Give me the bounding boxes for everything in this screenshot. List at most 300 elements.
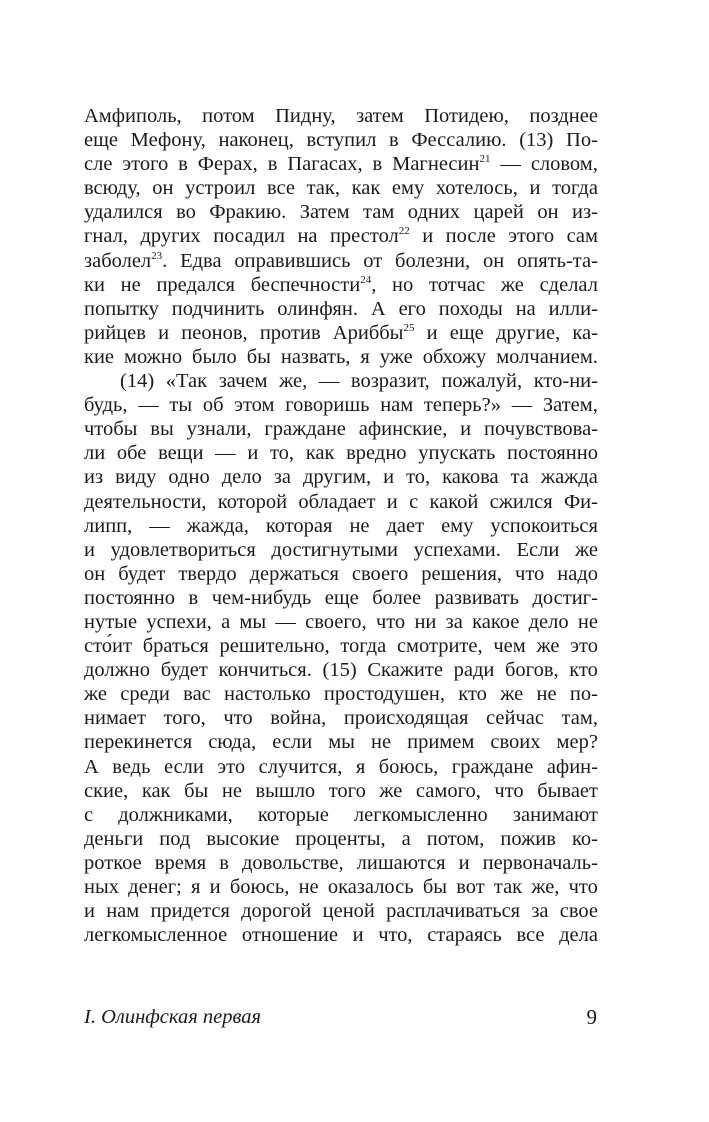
word: с bbox=[409, 490, 419, 513]
word: бывает bbox=[537, 779, 598, 802]
word: что bbox=[223, 707, 253, 730]
word: то, bbox=[406, 466, 431, 489]
text-line bbox=[84, 273, 598, 297]
word: проценты, bbox=[295, 827, 386, 850]
word: ценой bbox=[322, 900, 375, 923]
word: ские, bbox=[84, 779, 129, 802]
word: посадил bbox=[213, 225, 285, 248]
word: на bbox=[297, 225, 318, 248]
word: какова bbox=[442, 466, 499, 489]
word: и bbox=[386, 490, 398, 513]
word: в bbox=[267, 153, 278, 176]
word: в bbox=[178, 153, 188, 176]
text-line bbox=[84, 441, 598, 465]
word: какое bbox=[472, 610, 520, 633]
word-text: Ариббы bbox=[332, 321, 404, 344]
word: этого bbox=[508, 225, 555, 248]
text-line bbox=[84, 851, 598, 875]
word: успехи, bbox=[146, 610, 212, 633]
word: граждане bbox=[264, 418, 346, 441]
word: олинфян. bbox=[277, 297, 358, 320]
word: уже bbox=[379, 345, 413, 368]
word: как bbox=[141, 779, 171, 802]
word: так, bbox=[306, 177, 340, 200]
word: все bbox=[266, 177, 295, 200]
word: По- bbox=[566, 129, 598, 152]
word: развивать bbox=[434, 586, 519, 609]
text-line bbox=[84, 586, 598, 610]
text-line bbox=[84, 224, 598, 248]
word: я bbox=[355, 755, 366, 778]
word: богов, bbox=[505, 659, 559, 682]
word: потом, bbox=[426, 827, 485, 850]
word: какой bbox=[429, 490, 479, 513]
word: сделал bbox=[539, 273, 598, 296]
word: почувствова- bbox=[484, 418, 598, 441]
word: что bbox=[375, 610, 406, 633]
word: роткое bbox=[84, 851, 142, 874]
word: сейчас bbox=[486, 707, 544, 730]
word: нимает bbox=[84, 707, 146, 730]
word: он bbox=[152, 177, 174, 200]
word: мы bbox=[239, 610, 267, 633]
word: смотрите, bbox=[396, 635, 483, 658]
text-line bbox=[84, 658, 598, 682]
word: если bbox=[272, 731, 313, 754]
word: из- bbox=[572, 201, 598, 224]
word: самого, bbox=[415, 779, 481, 802]
word: молчанием. bbox=[496, 345, 598, 368]
word: он bbox=[84, 562, 106, 585]
word: дорогой bbox=[241, 900, 312, 923]
word: дело bbox=[528, 610, 569, 633]
word: Ферах, bbox=[197, 153, 258, 176]
text-line bbox=[84, 345, 598, 369]
text-line bbox=[84, 490, 598, 514]
word: зачем bbox=[218, 370, 268, 393]
footnote-marker[interactable]: 21 bbox=[479, 153, 491, 166]
text-line bbox=[84, 321, 598, 345]
word: сто́ит bbox=[84, 635, 132, 658]
word: он bbox=[537, 201, 559, 224]
word: придется bbox=[150, 900, 230, 923]
word: не bbox=[349, 514, 370, 537]
text-line bbox=[84, 634, 598, 658]
word: кто-ни- bbox=[533, 370, 598, 393]
text-line bbox=[84, 755, 598, 779]
word: бы bbox=[422, 876, 448, 898]
word: гнал, bbox=[84, 225, 129, 248]
word: и bbox=[383, 466, 395, 489]
text-line bbox=[84, 682, 598, 706]
word: не bbox=[536, 683, 557, 706]
word: дела bbox=[559, 924, 598, 947]
word: среди bbox=[120, 683, 170, 706]
text-line bbox=[84, 803, 598, 827]
word: позднее bbox=[529, 105, 598, 127]
word bbox=[84, 249, 167, 273]
word: пеонов, bbox=[181, 321, 248, 344]
text-line bbox=[84, 562, 598, 586]
word: же bbox=[84, 683, 107, 706]
word: граждане bbox=[451, 755, 534, 778]
word: более bbox=[372, 586, 422, 609]
word: как bbox=[305, 442, 335, 465]
word: вступил bbox=[306, 129, 377, 152]
word: война, bbox=[270, 707, 327, 730]
text-line bbox=[84, 104, 598, 128]
word: вот bbox=[456, 876, 485, 898]
word: А bbox=[84, 755, 99, 778]
word: вредно bbox=[346, 442, 407, 465]
word: вы bbox=[150, 418, 174, 441]
footnote-marker[interactable]: 25 bbox=[403, 321, 415, 334]
word: отношение bbox=[241, 924, 338, 947]
word: случится, bbox=[258, 755, 343, 778]
word: от bbox=[363, 249, 383, 272]
word: Фракию. bbox=[209, 201, 287, 224]
word: назвать, bbox=[280, 345, 351, 368]
word: мы bbox=[328, 731, 355, 754]
word: кие bbox=[84, 345, 115, 368]
word: за bbox=[445, 610, 463, 633]
word: возразит, bbox=[350, 370, 430, 393]
text-line bbox=[84, 923, 598, 947]
word: не bbox=[370, 731, 392, 754]
word: ка- bbox=[572, 321, 598, 344]
page-number: 9 bbox=[586, 1005, 597, 1029]
word: за bbox=[273, 466, 291, 489]
word: же, bbox=[279, 370, 308, 393]
word: упускать bbox=[418, 442, 496, 465]
word: — bbox=[275, 610, 296, 633]
word: во bbox=[176, 201, 196, 224]
word: кончиться. bbox=[218, 659, 312, 682]
word: «Так bbox=[165, 370, 208, 393]
word: решения, bbox=[421, 562, 503, 585]
word: с bbox=[84, 803, 94, 826]
word: и bbox=[352, 924, 364, 947]
word: Затем bbox=[299, 201, 350, 224]
word: ли bbox=[84, 442, 106, 465]
word: вас bbox=[183, 683, 211, 706]
word: походы bbox=[438, 297, 503, 320]
word: рийцев bbox=[84, 321, 146, 344]
text-line bbox=[84, 176, 598, 200]
word: достигнутыми bbox=[271, 538, 398, 561]
text-line bbox=[84, 827, 598, 851]
word: (13) bbox=[519, 129, 554, 152]
text-line bbox=[84, 465, 598, 489]
word: это bbox=[217, 755, 246, 778]
word: я bbox=[191, 876, 201, 898]
word: — bbox=[138, 394, 159, 417]
word: стараясь bbox=[427, 924, 502, 947]
word: что bbox=[568, 876, 598, 898]
word bbox=[330, 224, 410, 248]
word: обхожу bbox=[422, 345, 487, 368]
word: не bbox=[298, 876, 319, 898]
footnote-marker[interactable]: 22 bbox=[398, 225, 410, 238]
word: ведь bbox=[112, 755, 151, 778]
word: же bbox=[500, 273, 524, 296]
word: денег; bbox=[128, 876, 182, 898]
word: происходящая bbox=[343, 707, 469, 730]
word: тотчас bbox=[429, 273, 486, 296]
text-line bbox=[84, 730, 598, 754]
word: обладает bbox=[298, 490, 376, 513]
word: другим, bbox=[302, 466, 372, 489]
word: не bbox=[577, 610, 598, 633]
word: сжился bbox=[489, 490, 553, 513]
word: что bbox=[494, 779, 524, 802]
word: же bbox=[574, 538, 598, 561]
punctuation: , bbox=[371, 273, 377, 296]
word: (15) bbox=[322, 659, 357, 682]
word: того, bbox=[163, 707, 206, 730]
word: будет bbox=[160, 659, 208, 682]
word: постоянно bbox=[507, 442, 598, 465]
word: это bbox=[570, 635, 598, 658]
word: тогда bbox=[340, 635, 387, 658]
word: Фессалию. bbox=[411, 129, 507, 152]
word: там, bbox=[561, 707, 598, 730]
word: об bbox=[202, 394, 224, 417]
word: липп, bbox=[84, 514, 133, 537]
word: ему bbox=[441, 514, 474, 537]
word: не bbox=[120, 273, 141, 296]
word: решительно, bbox=[219, 635, 330, 658]
word: и bbox=[422, 225, 434, 248]
word: сюда, bbox=[208, 731, 257, 754]
word: на bbox=[515, 297, 536, 320]
word: этого bbox=[122, 153, 169, 176]
word: пожив bbox=[500, 827, 556, 850]
word: лишаются bbox=[356, 851, 446, 874]
text-line bbox=[84, 297, 598, 321]
word: чем bbox=[493, 635, 526, 658]
word: всюду, bbox=[84, 177, 141, 200]
word: бы bbox=[246, 345, 271, 368]
word: успокоиться bbox=[490, 514, 598, 537]
word: Потидею, bbox=[424, 105, 509, 127]
word: довольстве, bbox=[241, 851, 344, 874]
word: ты bbox=[169, 394, 193, 417]
text-line bbox=[84, 610, 598, 634]
word: — bbox=[149, 514, 170, 537]
word: предался bbox=[156, 273, 235, 296]
word bbox=[251, 273, 377, 297]
word: ных bbox=[84, 876, 119, 898]
word: в bbox=[389, 129, 399, 152]
word: которая bbox=[265, 514, 333, 537]
word: которые bbox=[257, 803, 329, 826]
word: как bbox=[351, 177, 381, 200]
word: легкомысленное bbox=[84, 924, 228, 947]
word: под bbox=[159, 827, 191, 850]
word: и bbox=[158, 321, 170, 344]
word: перекинется bbox=[84, 731, 193, 754]
word: ни bbox=[414, 610, 437, 633]
word: я bbox=[360, 345, 370, 368]
word: Пагасах, bbox=[287, 153, 363, 176]
text-line bbox=[84, 899, 598, 923]
footnote-marker[interactable]: 23 bbox=[151, 249, 163, 262]
word: ко- bbox=[571, 827, 598, 850]
word: а bbox=[221, 610, 231, 633]
word: примем bbox=[407, 731, 475, 754]
word: еще bbox=[324, 586, 359, 609]
word: свое bbox=[559, 900, 598, 923]
word: попытку bbox=[84, 297, 159, 320]
word: но bbox=[392, 273, 414, 296]
word: кто bbox=[569, 659, 598, 682]
word: так bbox=[493, 876, 523, 898]
word: — bbox=[500, 153, 521, 176]
word: если bbox=[163, 755, 204, 778]
word: обе bbox=[116, 442, 147, 465]
word: тогда bbox=[552, 177, 598, 200]
word: кто bbox=[458, 683, 487, 706]
text-line bbox=[84, 128, 598, 152]
word: против bbox=[259, 321, 321, 344]
word: которой bbox=[217, 490, 288, 513]
word: оказалось bbox=[327, 876, 414, 898]
word bbox=[392, 152, 490, 176]
word: не bbox=[221, 779, 242, 802]
text-line bbox=[84, 706, 598, 730]
word: еще bbox=[84, 129, 118, 152]
word: чтобы bbox=[84, 418, 138, 441]
text-line bbox=[84, 875, 598, 899]
word: браться bbox=[142, 635, 209, 658]
text-line bbox=[84, 200, 598, 224]
word: еще bbox=[449, 321, 484, 344]
word: другие, bbox=[495, 321, 561, 344]
word: вещи bbox=[158, 442, 204, 465]
word: из bbox=[84, 466, 104, 489]
word: афинские, bbox=[358, 418, 448, 441]
word: виду bbox=[115, 466, 157, 489]
word: держаться bbox=[249, 562, 339, 585]
word: потом bbox=[202, 105, 255, 127]
word: его bbox=[398, 297, 426, 320]
word: вышло bbox=[255, 779, 316, 802]
word: илли- bbox=[548, 297, 598, 320]
word: занимают bbox=[512, 803, 598, 826]
word: расплачиваться bbox=[386, 900, 521, 923]
word: бы bbox=[184, 779, 209, 802]
word: Пидну, bbox=[275, 105, 336, 127]
word: сле bbox=[84, 153, 113, 176]
word: — bbox=[511, 394, 533, 417]
word: та bbox=[510, 466, 529, 489]
word: деньги bbox=[84, 827, 144, 850]
word-text: заболел bbox=[84, 249, 152, 272]
text-line bbox=[84, 779, 598, 803]
word: Едва bbox=[180, 249, 222, 272]
word: деятельности, bbox=[84, 490, 207, 513]
word: же, bbox=[531, 876, 560, 898]
word: должно bbox=[84, 659, 151, 682]
word: время bbox=[154, 851, 207, 874]
word: жажда bbox=[540, 466, 598, 489]
word: Скажите bbox=[367, 659, 443, 682]
word: в bbox=[188, 586, 199, 609]
word: пожалуй, bbox=[441, 370, 523, 393]
word: же bbox=[500, 683, 524, 706]
word: твердо bbox=[178, 562, 237, 585]
word: царей bbox=[473, 201, 524, 224]
word: — bbox=[215, 442, 236, 465]
text-line bbox=[84, 514, 598, 538]
word: же bbox=[379, 779, 403, 802]
word: можно bbox=[123, 345, 183, 368]
word: в bbox=[372, 153, 383, 176]
word: высокие bbox=[206, 827, 280, 850]
word: жажда, bbox=[186, 514, 249, 537]
word: что, bbox=[378, 924, 413, 947]
word: мер? bbox=[556, 731, 598, 754]
word: одних bbox=[407, 201, 461, 224]
word: и bbox=[458, 851, 470, 874]
word: удалился bbox=[84, 201, 163, 224]
word-text: престол bbox=[329, 225, 399, 248]
word: этом bbox=[234, 394, 275, 417]
word: он bbox=[482, 249, 505, 272]
word: ради bbox=[453, 659, 495, 682]
word: нутые bbox=[84, 610, 138, 633]
word: настолько bbox=[224, 683, 311, 706]
word: в bbox=[219, 851, 229, 874]
word: Если bbox=[516, 538, 560, 561]
text-line bbox=[84, 538, 598, 562]
word: по- bbox=[569, 683, 598, 706]
word-text: беспечности bbox=[250, 273, 361, 296]
word: и bbox=[426, 321, 438, 344]
word: подчинить bbox=[171, 297, 265, 320]
word: и bbox=[209, 876, 221, 898]
word: легкомысленно bbox=[353, 803, 488, 826]
word: Мефону, bbox=[130, 129, 206, 152]
word: Затем, bbox=[542, 394, 598, 417]
word: афин- bbox=[546, 755, 598, 778]
footnote-marker[interactable]: 24 bbox=[360, 273, 372, 286]
word: одно bbox=[168, 466, 210, 489]
word: постоянно bbox=[84, 586, 175, 609]
word: болезни, bbox=[395, 249, 471, 272]
word: и bbox=[460, 418, 472, 441]
word: нам bbox=[106, 900, 140, 923]
word: своего, bbox=[305, 610, 367, 633]
word: первоначаль- bbox=[482, 851, 598, 874]
word: словом, bbox=[530, 153, 598, 176]
word: то, bbox=[269, 442, 295, 465]
word: затем bbox=[356, 105, 404, 127]
word: устроил bbox=[185, 177, 256, 200]
word: теперь?» bbox=[423, 394, 501, 417]
word: (14) bbox=[120, 370, 155, 393]
word: опять-та- bbox=[517, 249, 598, 272]
word bbox=[333, 321, 415, 345]
text-line bbox=[84, 369, 598, 393]
word: своего bbox=[351, 562, 409, 585]
word: говоришь bbox=[285, 394, 370, 417]
word: Амфиполь, bbox=[84, 105, 182, 127]
word: боюсь, bbox=[229, 876, 290, 898]
word: было bbox=[192, 345, 237, 368]
word: и bbox=[84, 538, 95, 561]
